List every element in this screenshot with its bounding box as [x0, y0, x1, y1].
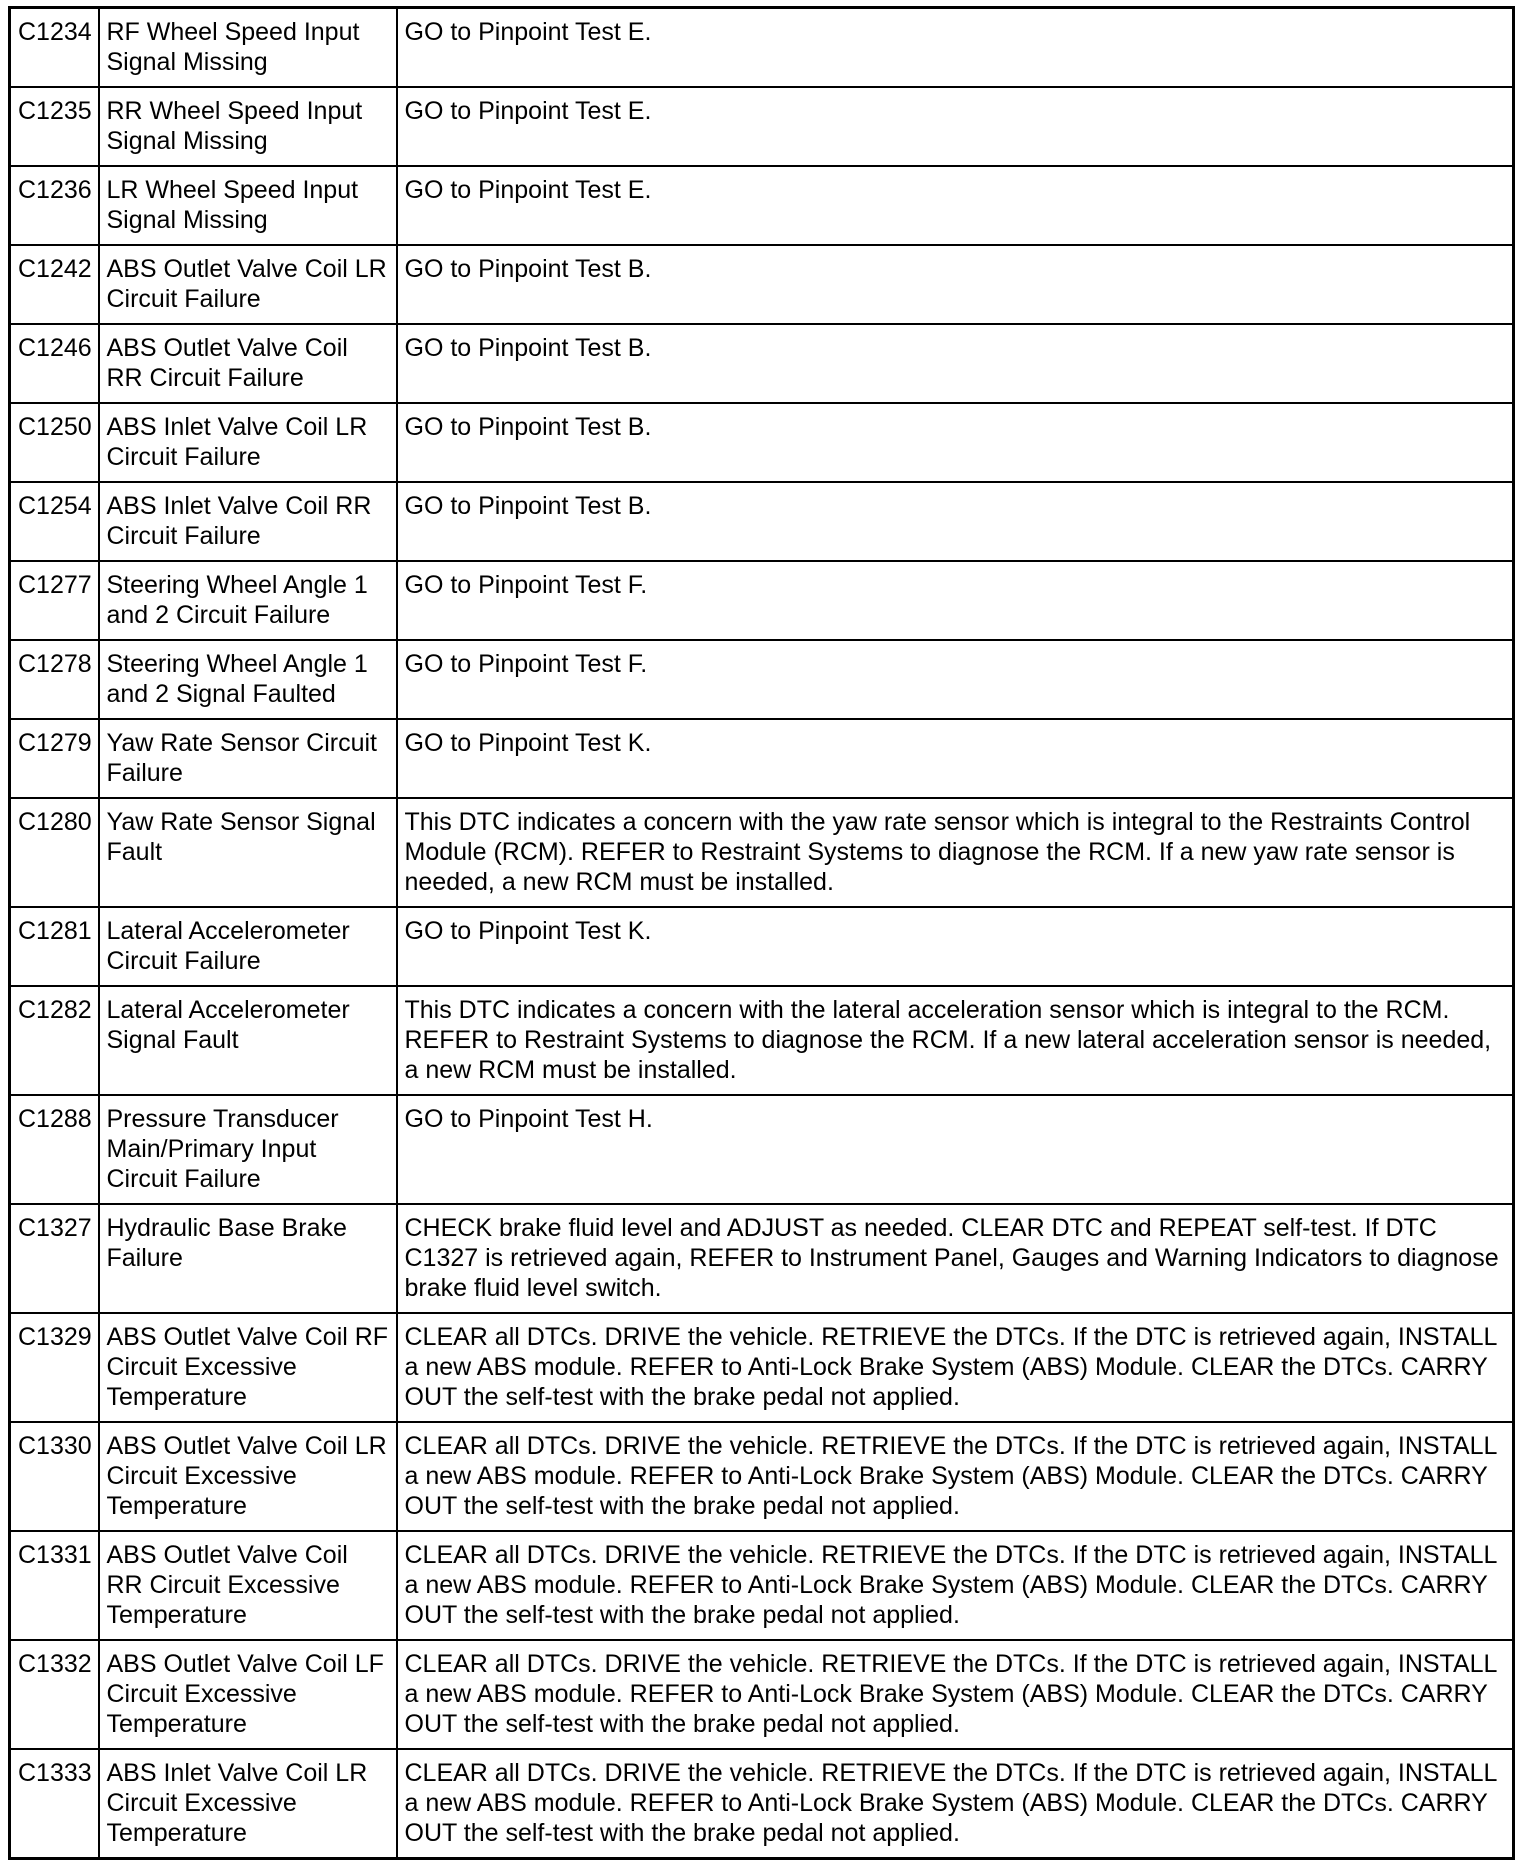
dtc-code: C1280 [10, 798, 99, 907]
table-row [10, 403, 1514, 482]
table-row [10, 907, 1514, 986]
table-row [10, 798, 1514, 907]
dtc-code: C1331 [10, 1531, 99, 1640]
dtc-code: C1242 [10, 245, 99, 324]
table-row [10, 1531, 1514, 1640]
dtc-action: GO to Pinpoint Test B. [397, 245, 1514, 324]
dtc-code: C1330 [10, 1422, 99, 1531]
dtc-code: C1254 [10, 482, 99, 561]
dtc-code: C1250 [10, 403, 99, 482]
dtc-code: C1332 [10, 1640, 99, 1749]
dtc-description: LR Wheel Speed Input Signal Missing [99, 166, 397, 245]
dtc-code: C1327 [10, 1204, 99, 1313]
dtc-action: GO to Pinpoint Test B. [397, 324, 1514, 403]
dtc-code: C1281 [10, 907, 99, 986]
dtc-table-body [10, 8, 1514, 1859]
dtc-description: ABS Inlet Valve Coil LR Circuit Excessive Temperature [99, 1749, 397, 1859]
dtc-description: ABS Outlet Valve Coil LR Circuit Failure [99, 245, 397, 324]
dtc-action: GO to Pinpoint Test E. [397, 166, 1514, 245]
dtc-code: C1288 [10, 1095, 99, 1204]
dtc-description: ABS Outlet Valve Coil LR Circuit Excessive Temperature [99, 1422, 397, 1531]
table-row [10, 324, 1514, 403]
dtc-action: This DTC indicates a concern with the lateral acceleration sensor which is integral to the RCM. REFER to Restraint Systems to diagnose the RCM. If a new lateral acceleration sensor is needed, a new RCM must be installed. [397, 986, 1514, 1095]
dtc-description: ABS Inlet Valve Coil LR Circuit Failure [99, 403, 397, 482]
dtc-description: Lateral Accelerometer Signal Fault [99, 986, 397, 1095]
dtc-code: C1278 [10, 640, 99, 719]
table-row [10, 1749, 1514, 1859]
table-row [10, 8, 1514, 88]
table-row [10, 986, 1514, 1095]
table-row [10, 640, 1514, 719]
dtc-action: GO to Pinpoint Test K. [397, 719, 1514, 798]
dtc-action: CLEAR all DTCs. DRIVE the vehicle. RETRIEVE the DTCs. If the DTC is retrieved again, INSTALL a new ABS module. REFER to Anti-Lock Brake System (ABS) Module. CLEAR the DTCs. CARRY OUT the self-test with the brake pedal not applied. [397, 1640, 1514, 1749]
dtc-description: ABS Outlet Valve Coil RF Circuit Excessive Temperature [99, 1313, 397, 1422]
table-row [10, 719, 1514, 798]
dtc-code: C1235 [10, 87, 99, 166]
dtc-code: C1329 [10, 1313, 99, 1422]
dtc-action: GO to Pinpoint Test B. [397, 403, 1514, 482]
dtc-description: Lateral Accelerometer Circuit Failure [99, 907, 397, 986]
table-row [10, 1640, 1514, 1749]
dtc-code: C1277 [10, 561, 99, 640]
dtc-description: Steering Wheel Angle 1 and 2 Circuit Failure [99, 561, 397, 640]
dtc-action: GO to Pinpoint Test K. [397, 907, 1514, 986]
dtc-action: GO to Pinpoint Test B. [397, 482, 1514, 561]
dtc-action: GO to Pinpoint Test H. [397, 1095, 1514, 1204]
dtc-description: Pressure Transducer Main/Primary Input Circuit Failure [99, 1095, 397, 1204]
dtc-code: C1333 [10, 1749, 99, 1859]
table-row [10, 166, 1514, 245]
dtc-description: ABS Outlet Valve Coil LF Circuit Excessive Temperature [99, 1640, 397, 1749]
table-row [10, 561, 1514, 640]
dtc-action: GO to Pinpoint Test F. [397, 561, 1514, 640]
table-row [10, 1422, 1514, 1531]
dtc-code: C1282 [10, 986, 99, 1095]
dtc-action: CLEAR all DTCs. DRIVE the vehicle. RETRIEVE the DTCs. If the DTC is retrieved again, INSTALL a new ABS module. REFER to Anti-Lock Brake System (ABS) Module. CLEAR the DTCs. CARRY OUT the self-test with the brake pedal not applied. [397, 1313, 1514, 1422]
dtc-action: GO to Pinpoint Test E. [397, 8, 1514, 88]
dtc-table [8, 6, 1515, 1860]
dtc-description: ABS Outlet Valve Coil RR Circuit Failure [99, 324, 397, 403]
dtc-description: Steering Wheel Angle 1 and 2 Signal Faulted [99, 640, 397, 719]
dtc-description: Yaw Rate Sensor Circuit Failure [99, 719, 397, 798]
dtc-action: CLEAR all DTCs. DRIVE the vehicle. RETRIEVE the DTCs. If the DTC is retrieved again, INSTALL a new ABS module. REFER to Anti-Lock Brake System (ABS) Module. CLEAR the DTCs. CARRY OUT the self-test with the brake pedal not applied. [397, 1531, 1514, 1640]
dtc-description: Hydraulic Base Brake Failure [99, 1204, 397, 1313]
table-row [10, 1095, 1514, 1204]
dtc-description: Yaw Rate Sensor Signal Fault [99, 798, 397, 907]
dtc-action: This DTC indicates a concern with the yaw rate sensor which is integral to the Restraints Control Module (RCM). REFER to Restraint Systems to diagnose the RCM. If a new yaw rate sensor is needed, a new RCM must be installed. [397, 798, 1514, 907]
table-row [10, 87, 1514, 166]
table-row [10, 1204, 1514, 1313]
dtc-code: C1246 [10, 324, 99, 403]
dtc-action: CLEAR all DTCs. DRIVE the vehicle. RETRIEVE the DTCs. If the DTC is retrieved again, INSTALL a new ABS module. REFER to Anti-Lock Brake System (ABS) Module. CLEAR the DTCs. CARRY OUT the self-test with the brake pedal not applied. [397, 1422, 1514, 1531]
table-row [10, 245, 1514, 324]
dtc-code: C1234 [10, 8, 99, 88]
table-row [10, 1313, 1514, 1422]
dtc-action: GO to Pinpoint Test F. [397, 640, 1514, 719]
dtc-action: CHECK brake fluid level and ADJUST as needed. CLEAR DTC and REPEAT self-test. If DTC C1327 is retrieved again, REFER to Instrument Panel, Gauges and Warning Indicators to diagnose brake fluid level switch. [397, 1204, 1514, 1313]
dtc-description: ABS Inlet Valve Coil RR Circuit Failure [99, 482, 397, 561]
table-row [10, 482, 1514, 561]
dtc-description: RF Wheel Speed Input Signal Missing [99, 8, 397, 88]
dtc-action: CLEAR all DTCs. DRIVE the vehicle. RETRIEVE the DTCs. If the DTC is retrieved again, INSTALL a new ABS module. REFER to Anti-Lock Brake System (ABS) Module. CLEAR the DTCs. CARRY OUT the self-test with the brake pedal not applied. [397, 1749, 1514, 1859]
dtc-code: C1236 [10, 166, 99, 245]
dtc-code: C1279 [10, 719, 99, 798]
dtc-description: ABS Outlet Valve Coil RR Circuit Excessive Temperature [99, 1531, 397, 1640]
dtc-action: GO to Pinpoint Test E. [397, 87, 1514, 166]
dtc-description: RR Wheel Speed Input Signal Missing [99, 87, 397, 166]
